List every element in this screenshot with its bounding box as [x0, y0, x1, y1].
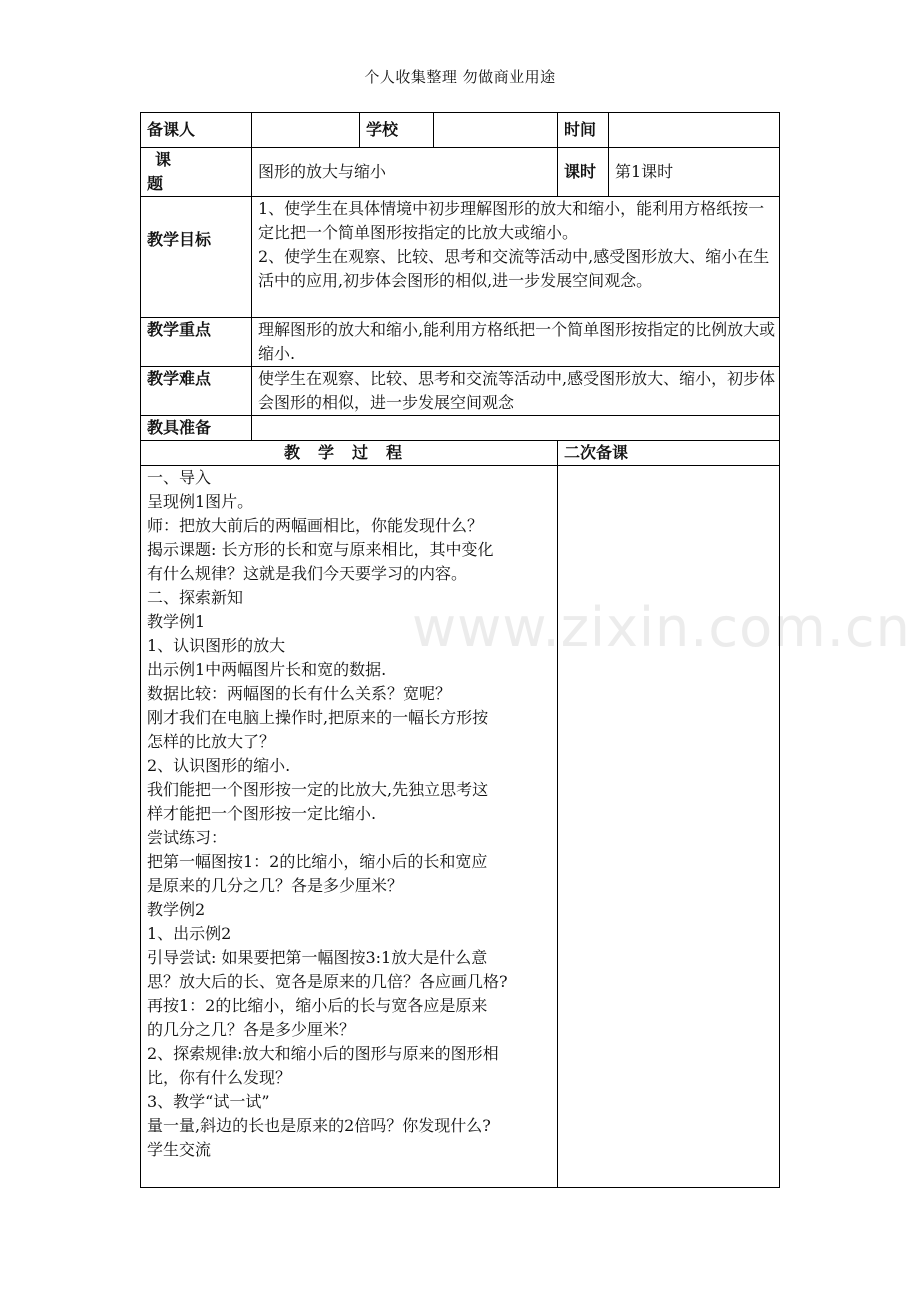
objective-2: 2、使学生在观察、比较、思考和交流等活动中,感受图形放大、缩小在生活中的应用,初步体会图形的相似,进一步发展空间观念。 [258, 247, 770, 290]
process-line: 1、出示例2 [147, 924, 232, 943]
process-line: 引导尝试: 如果要把第一幅图按3:1放大是什么意 [147, 948, 488, 967]
process-line: 是原来的几分之几？各是多少厘米？ [147, 876, 404, 895]
key-points-label: 教学重点 [141, 318, 252, 367]
header-note: 个人收集整理 勿做商业用途 [364, 68, 556, 86]
school-label: 学校 [360, 113, 434, 148]
process-row [141, 466, 780, 1188]
objectives-row [141, 197, 780, 318]
process-line: 2、认识图形的缩小. [147, 756, 291, 775]
period-label: 课时 [558, 148, 609, 197]
process-line: 怎样的比放大了？ [147, 732, 276, 751]
lesson-plan-table [140, 112, 780, 1188]
process-line: 3、教学“试一试” [147, 1092, 270, 1111]
process-line: 有什么规律？这就是我们今天要学习的内容。 [147, 564, 468, 583]
process-line: 学生交流 [147, 1140, 212, 1159]
time-label: 时间 [558, 113, 609, 148]
process-line: 数据比较：两幅图的长有什么关系？宽呢？ [147, 684, 452, 703]
process-line: 的几分之几？各是多少厘米？ [147, 1020, 356, 1039]
info-row-1 [141, 113, 780, 148]
process-line: 我们能把一个图形按一定的比放大,先独立思考这 [147, 780, 489, 799]
process-line: 教学例2 [147, 900, 206, 919]
process-header-row [141, 441, 780, 466]
process-line: 出示例1中两幅图片长和宽的数据. [147, 660, 387, 679]
topic-value: 图形的放大与缩小 [252, 148, 558, 197]
second-prep-notes [558, 466, 780, 1188]
time-value [609, 113, 780, 148]
materials-value [252, 416, 780, 441]
process-line: 刚才我们在电脑上操作时,把原来的一幅长方形按 [147, 708, 489, 727]
process-line: 样才能把一个图形按一定比缩小. [147, 804, 377, 823]
preparer-value [252, 113, 360, 148]
process-line: 一、导入 [147, 468, 212, 487]
process-line: 1、认识图形的放大 [147, 636, 286, 655]
process-content [141, 466, 558, 1188]
preparer-label: 备课人 [141, 113, 252, 148]
lesson-plan-sheet [140, 112, 779, 1166]
process-line: 师：把放大前后的两幅画相比，你能发现什么？ [147, 516, 484, 535]
materials-row [141, 416, 780, 441]
second-prep-header: 二次备课 [558, 441, 780, 466]
process-line: 量一量,斜边的长也是原来的2倍吗？你发现什么? [147, 1116, 491, 1135]
process-line: 二、探索新知 [147, 588, 244, 607]
key-points-content: 理解图形的放大和缩小,能利用方格纸把一个简单图形按指定的比例放大或缩小. [252, 318, 780, 367]
difficulties-content: 使学生在观察、比较、思考和交流等活动中,感受图形放大、缩小，初步体会图形的相似，进一步发展空间观念 [252, 367, 780, 416]
process-line: 揭示课题: 长方形的长和宽与原来相比，其中变化 [147, 540, 494, 559]
process-line: 比，你有什么发现？ [147, 1068, 292, 1087]
process-line: 2、探索规律:放大和缩小后的图形与原来的图形相 [147, 1044, 499, 1063]
info-row-2 [141, 148, 780, 197]
objectives-content [252, 197, 780, 318]
watermark: www.zixin.com.cn [412, 596, 911, 659]
key-points-row [141, 318, 780, 367]
process-line: 再按1：2的比缩小，缩小后的长与宽各应是原来 [147, 996, 488, 1015]
process-header: 教学过程 [141, 441, 558, 466]
difficulties-label: 教学难点 [141, 367, 252, 416]
process-line: 尝试练习： [147, 828, 228, 847]
objectives-label [141, 197, 252, 318]
topic-label: 课 题 [141, 148, 252, 197]
process-line: 把第一幅图按1：2的比缩小，缩小后的长和宽应 [147, 852, 488, 871]
objectives-label-text: 教学目标 [147, 230, 212, 249]
school-value [434, 113, 558, 148]
difficulties-row [141, 367, 780, 416]
process-line: 呈现例1图片。 [147, 492, 254, 511]
objective-1: 1、使学生在具体情境中初步理解图形的放大和缩小，能利用方格纸按一定比把一个简单图形按指定的比放大或缩小。 [258, 199, 765, 242]
process-line: 思？放大后的长、宽各是原来的几倍？各应画几格? [147, 972, 508, 991]
process-line: 教学例1 [147, 612, 206, 631]
materials-label: 教具准备 [141, 416, 252, 441]
period-value: 第1课时 [609, 148, 780, 197]
